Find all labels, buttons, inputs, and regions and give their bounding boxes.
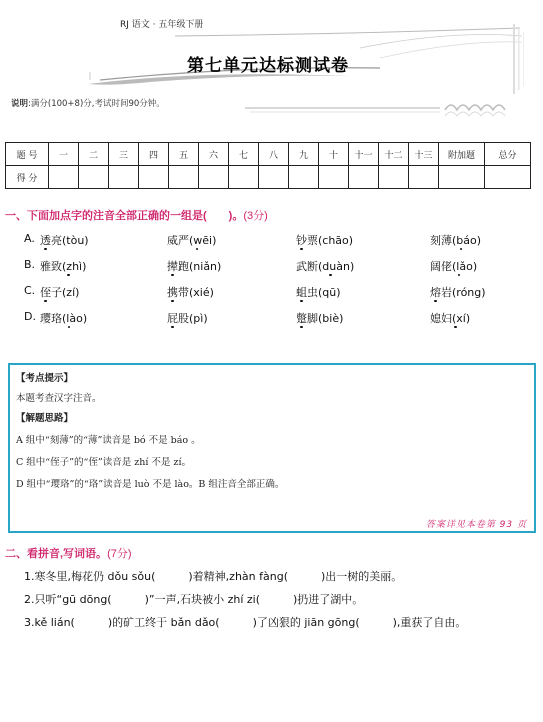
score-table-header-cell: 八 — [259, 143, 289, 166]
score-table-header-cell: 十二 — [379, 143, 409, 166]
score-cell[interactable] — [79, 166, 109, 189]
answer-reference: 答案详见本卷第 93 页 — [425, 520, 527, 530]
score-table-header-row — [6, 143, 531, 166]
score-table-header-cell: 二 — [79, 143, 109, 166]
hint-tip-text: 本题考查汉字注音。 — [16, 393, 102, 404]
note-text: :满分(100+8)分,考试时间90分钟。 — [28, 99, 165, 109]
score-table-header-cell: 七 — [229, 143, 259, 166]
option-item: 雅致(zhì) — [40, 260, 87, 273]
series-label: RJ 语文 · 五年级下册 — [120, 20, 204, 30]
option-item: 钞票(chāo) — [296, 234, 354, 247]
option-a-label: A. — [24, 232, 35, 245]
score-cell[interactable] — [139, 166, 169, 189]
option-item: 携带(xié) — [167, 286, 214, 299]
option-item: 武断(duàn) — [296, 260, 355, 273]
question-1-text: 一、下面加点字的注音全部正确的一组是( )。 — [5, 210, 244, 222]
score-row-label: 得 分 — [6, 166, 49, 189]
note-label: 说明 — [11, 99, 29, 109]
question-1-heading — [5, 207, 268, 223]
option-c-label: C. — [24, 284, 36, 297]
score-table-header-cell: 六 — [199, 143, 229, 166]
score-table — [5, 142, 531, 189]
score-table-header-cell: 五 — [169, 143, 199, 166]
exam-note — [11, 97, 165, 109]
score-table-header-cell: 总分 — [485, 143, 531, 166]
score-table-header-cell: 十一 — [349, 143, 379, 166]
option-item: 侄子(zí) — [40, 286, 80, 299]
question-2-line: 3.kě lián( )的矿工终于 bǎn dǎo( )了凶狠的 jiān gōng( ),重获了自由。 — [24, 616, 467, 629]
score-table-header-cell: 附加题 — [439, 143, 485, 166]
hint-solve-heading: 【解题思路】 — [16, 413, 74, 424]
score-table-header-cell: 十 — [319, 143, 349, 166]
score-cell[interactable] — [485, 166, 531, 189]
score-table-header-cell: 十三 — [409, 143, 439, 166]
hint-solve-line: A 组中“刻薄”的“薄”读音是 bó 不是 báo 。 — [16, 435, 201, 446]
hint-box — [8, 363, 536, 533]
hint-tip-heading: 【考点提示】 — [16, 373, 74, 384]
score-table-score-row — [6, 166, 531, 189]
question-2-points: (7分) — [107, 548, 132, 560]
score-cell[interactable] — [259, 166, 289, 189]
hint-solve-line: D 组中“璎珞”的“珞”读音是 luò 不是 lào。B 组注音全部正确。 — [16, 479, 285, 490]
score-cell[interactable] — [439, 166, 485, 189]
option-d-label: D. — [24, 310, 36, 323]
score-table-header-cell: 四 — [139, 143, 169, 166]
question-2-heading — [5, 545, 132, 561]
score-cell[interactable] — [109, 166, 139, 189]
score-cell[interactable] — [289, 166, 319, 189]
score-cell[interactable] — [229, 166, 259, 189]
option-item: 透亮(tòu) — [40, 234, 89, 247]
score-table-header-cell: 九 — [289, 143, 319, 166]
score-cell[interactable] — [199, 166, 229, 189]
score-cell[interactable] — [349, 166, 379, 189]
score-table-header-cell: 题 号 — [6, 143, 49, 166]
score-cell[interactable] — [409, 166, 439, 189]
option-item: 蹩脚(biè) — [296, 312, 344, 325]
score-table-header-cell: 三 — [109, 143, 139, 166]
page-title: 第七单元达标测试卷 — [187, 56, 349, 76]
option-item: 蛆虫(qū) — [296, 286, 341, 299]
option-item: 威严(wēi) — [167, 234, 217, 247]
option-item: 媳妇(xí) — [430, 312, 471, 325]
question-1-points: (3分) — [243, 210, 268, 222]
hint-solve-line: C 组中“侄子”的“侄”读音是 zhí 不是 zí。 — [16, 457, 191, 468]
option-item: 璎珞(lào) — [40, 312, 88, 325]
option-item: 熔岩(róng) — [430, 286, 486, 299]
score-cell[interactable] — [49, 166, 79, 189]
score-cell[interactable] — [319, 166, 349, 189]
question-2-line: 1.寒冬里,梅花仍 dǒu sǒu( )着精神,zhàn fàng( )出一树的美丽。 — [24, 570, 403, 583]
score-cell[interactable] — [169, 166, 199, 189]
option-item: 刻薄(báo) — [430, 234, 482, 247]
question-2-line: 2.只听“gū dōng( )”一声,石块被小 zhí zi( )扔进了湖中。 — [24, 593, 364, 606]
score-table-header-cell: 一 — [49, 143, 79, 166]
question-2-text: 二、看拼音,写词语。 — [5, 548, 108, 560]
score-cell[interactable] — [379, 166, 409, 189]
option-item: 屁股(pì) — [167, 312, 208, 325]
option-item: 撵跑(niǎn) — [167, 260, 222, 273]
option-b-label: B. — [24, 258, 36, 271]
option-item: 阔佬(lǎo) — [430, 260, 478, 273]
